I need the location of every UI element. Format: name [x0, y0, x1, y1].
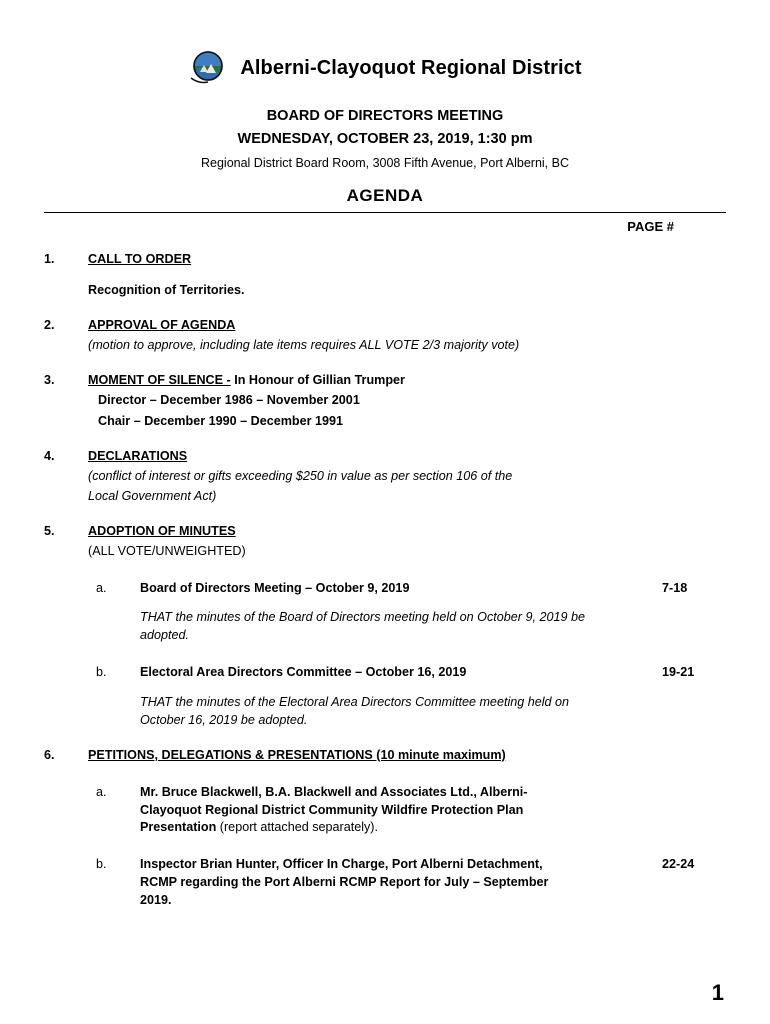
subitem-line-1: Mr. Bruce Blackwell, B.A. Blackwell and Associates Ltd., Alberni-	[140, 784, 528, 799]
subitem-letter: b.	[96, 665, 107, 680]
agenda-item-title: PETITIONS, DELEGATIONS & PRESENTATIONS (10 minute maximum)	[88, 747, 506, 762]
subitem-letter: a.	[96, 580, 107, 595]
agenda-item-4	[44, 448, 726, 506]
agenda-item-number: 6.	[44, 747, 55, 762]
agenda-item-title: CALL TO ORDER	[88, 252, 192, 266]
subitem-letter: b.	[96, 857, 107, 872]
agenda-subitem-6b	[44, 856, 726, 910]
agenda-item-1	[44, 251, 726, 269]
agenda-item-title: MOMENT OF SILENCE -	[88, 372, 231, 387]
page-number: 1	[711, 980, 724, 1005]
document-type-heading: AGENDA	[346, 186, 424, 205]
motion-line-1: THAT the minutes of the Electoral Area Directors Committee meeting held on	[140, 695, 570, 709]
subitem-pageref: 7-18	[662, 580, 688, 595]
motion-line-1: THAT the minutes of the Board of Directors meeting held on October 9, 2019 be	[140, 610, 585, 625]
trumper-chair-term: Chair – December 1990 – December 1991	[98, 414, 344, 429]
agenda-item-5	[44, 523, 726, 561]
recognition-of-territories-note: Recognition of Territories.	[88, 282, 245, 297]
agenda-item-title: ADOPTION OF MINUTES	[88, 523, 236, 538]
page-column-label: PAGE #	[627, 219, 674, 234]
declarations-note-line-1: (conflict of interest or gifts exceeding $250 in value as per section 106 of the	[88, 469, 513, 483]
agenda-item-number: 4.	[44, 449, 55, 464]
agenda-item-note: (motion to approve, including late items requires ALL VOTE 2/3 majority vote)	[88, 337, 520, 352]
meeting-location: Regional District Board Room, 3008 Fifth Avenue, Port Alberni, BC	[200, 156, 569, 170]
meeting-title: BOARD OF DIRECTORS MEETING	[266, 108, 504, 124]
agenda-item-title-row	[88, 372, 654, 390]
agenda-item-number: 3.	[44, 372, 55, 387]
declarations-note-line-2: Local Government Act)	[88, 488, 217, 503]
agenda-subitem-5b-motion	[44, 694, 660, 730]
agenda-item-title: DECLARATIONS	[88, 449, 188, 464]
organization-header	[44, 48, 726, 88]
agenda-item-number: 1.	[44, 252, 55, 266]
subitem-letter: a.	[96, 784, 107, 799]
subitem-line-3	[140, 819, 654, 837]
subitem-line-3	[140, 892, 654, 910]
adoption-of-minutes-note: (ALL VOTE/UNWEIGHTED)	[88, 543, 246, 558]
agenda-item-3	[44, 372, 726, 432]
agenda-item-title-suffix: In Honour of Gillian Trumper	[234, 372, 405, 387]
agenda-item-1-note-row	[44, 279, 726, 300]
subitem-line-1: Inspector Brian Hunter, Officer In Charge, Port Alberni Detachment,	[140, 857, 543, 872]
subitem-line-3-normal: (report attached separately).	[216, 820, 378, 835]
subitem-line-2: Clayoquot Regional District Community Wildfire Protection Plan	[140, 802, 524, 817]
motion-line-2: adopted.	[140, 628, 190, 643]
agenda-subitem-6a	[44, 784, 726, 838]
subitem-line-3-bold: 2019.	[140, 893, 172, 907]
agenda-subitem-5b	[44, 664, 726, 682]
agenda-subitem-5a-motion	[44, 609, 660, 645]
agenda-item-6	[44, 747, 726, 765]
subitem-pageref: 22-24	[662, 857, 695, 872]
meeting-datetime: WEDNESDAY, OCTOBER 23, 2019, 1:30 pm	[237, 131, 533, 147]
subitem-title: Electoral Area Directors Committee – October 16, 2019	[140, 665, 467, 680]
agenda-item-number: 5.	[44, 523, 55, 538]
subitem-line-3-bold: Presentation	[140, 820, 217, 835]
header-divider	[44, 212, 726, 213]
agenda-item-title: APPROVAL OF AGENDA	[88, 317, 236, 332]
organization-name: Alberni-Clayoquot Regional District	[240, 56, 582, 79]
agenda-item-2	[44, 317, 726, 355]
agenda-subitem-5a	[44, 580, 726, 598]
trumper-director-term: Director – December 1986 – November 2001	[98, 393, 360, 408]
subitem-pageref: 19-21	[662, 665, 695, 680]
motion-line-2: October 16, 2019 be adopted.	[140, 712, 308, 727]
acrd-crest-logo-icon	[188, 48, 228, 88]
subitem-title: Board of Directors Meeting – October 9, 2019	[140, 580, 410, 595]
subitem-line-2: RCMP regarding the Port Alberni RCMP Report for July – September	[140, 875, 549, 890]
agenda-items-list	[44, 251, 726, 910]
agenda-item-number: 2.	[44, 317, 55, 332]
